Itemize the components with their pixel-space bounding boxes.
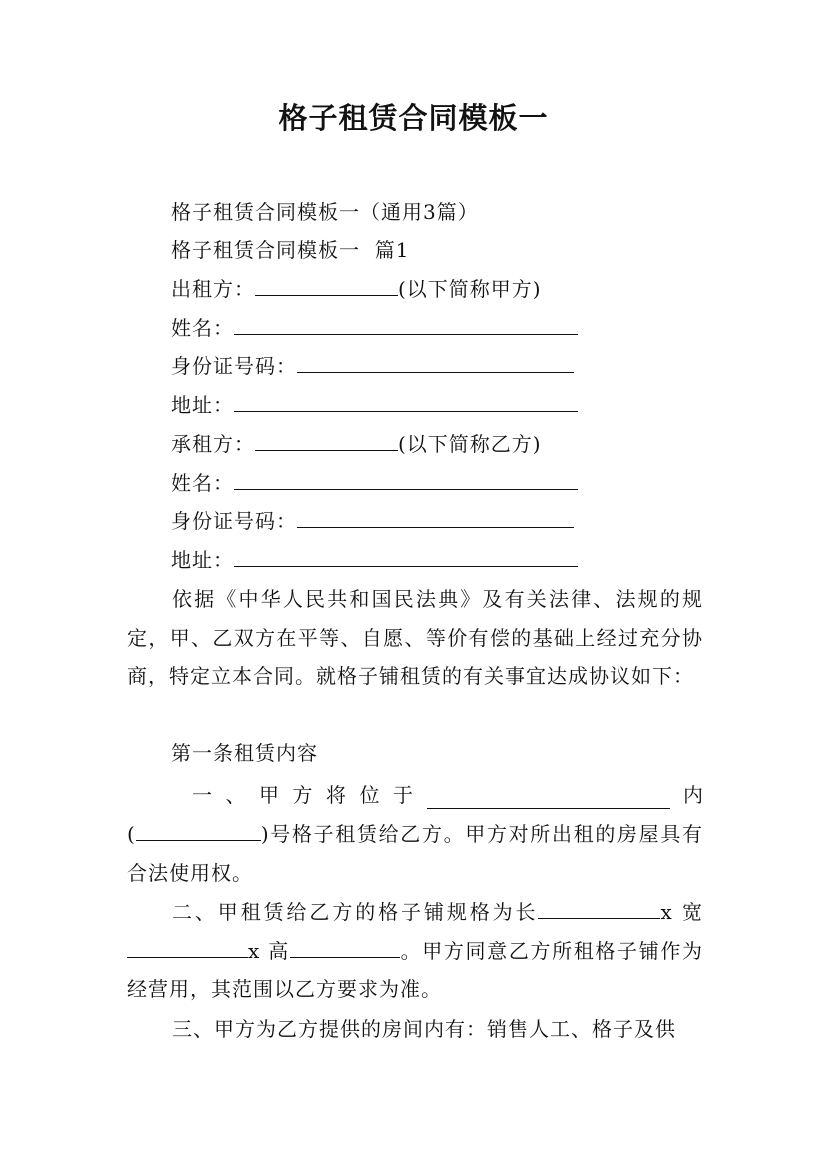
clause-2-paragraph bbox=[127, 893, 703, 1009]
intro-paragraph: 依据《中华人民共和国民法典》及有关法律、法规的规定，甲、乙双方在平等、自愿、等价有偿的基础上经过充分协商，特定立本合同。就格子铺租赁的有关事宜达成协议如下： bbox=[127, 587, 703, 688]
clause-1-end: 内 bbox=[683, 783, 703, 807]
clause-1-char: 将 bbox=[326, 783, 346, 807]
lessor-name-line bbox=[171, 314, 578, 342]
lessee-address-line bbox=[171, 546, 578, 574]
document-title: 格子租赁合同模板一 bbox=[278, 101, 549, 135]
clause-2-b: x 宽 bbox=[660, 900, 704, 924]
clause-1-char: 于 bbox=[393, 783, 413, 807]
clause-1-continuation bbox=[127, 815, 703, 892]
clause-1-rest: )号格子租赁给乙方。甲方对所出租的房屋具有合法使用权。 bbox=[127, 822, 703, 885]
part-heading: 格子租赁合同模板一 篇1 bbox=[171, 238, 410, 262]
clause-1-char: 、 bbox=[225, 783, 246, 807]
lessor-line bbox=[171, 275, 542, 303]
lessor-blank bbox=[255, 275, 398, 296]
booth-number-blank bbox=[136, 820, 261, 841]
clause-1-char: 方 bbox=[292, 783, 313, 807]
name-label: 姓名： bbox=[171, 471, 234, 495]
lessor-id-line bbox=[171, 352, 574, 380]
id-blank bbox=[297, 352, 574, 373]
height-blank bbox=[290, 937, 400, 958]
lessee-name-line bbox=[171, 469, 578, 497]
article-1-heading: 第一条租赁内容 bbox=[171, 741, 318, 765]
lessee-suffix: (以下简称乙方) bbox=[398, 432, 542, 456]
lessee-blank bbox=[255, 430, 398, 451]
document-subtitle: 格子租赁合同模板一（通用3篇） bbox=[171, 200, 479, 224]
clause-1-line bbox=[192, 781, 703, 809]
clause-2-a: 二、甲租赁给乙方的格子铺规格为长 bbox=[172, 900, 539, 924]
lessor-label: 出租方： bbox=[171, 277, 255, 301]
id-blank bbox=[297, 507, 574, 528]
address-blank bbox=[234, 391, 578, 412]
clause-1-char: 一 bbox=[192, 783, 212, 807]
width-blank bbox=[127, 937, 248, 958]
address-label: 地址： bbox=[171, 393, 234, 417]
clause-3-paragraph: 三、甲方为乙方提供的房间内有：销售人工、格子及供 bbox=[172, 1017, 676, 1041]
lessee-id-line bbox=[171, 507, 574, 535]
id-label: 身份证号码： bbox=[171, 354, 297, 378]
lessee-line bbox=[171, 430, 542, 458]
paren-open: ( bbox=[127, 822, 136, 846]
clause-2-c: x 高 bbox=[248, 938, 290, 963]
address-blank bbox=[234, 546, 578, 567]
name-label: 姓名： bbox=[171, 316, 234, 340]
name-blank bbox=[234, 314, 578, 335]
lessor-suffix: (以下简称甲方) bbox=[398, 277, 542, 301]
clause-2-d: 。甲方同意乙方所租格子铺作为经营用，其范围以乙方要求为准。 bbox=[127, 938, 704, 1001]
id-label: 身份证号码： bbox=[171, 509, 297, 533]
length-blank bbox=[538, 898, 660, 919]
location-blank bbox=[427, 788, 670, 809]
clause-1-char: 位 bbox=[359, 783, 380, 807]
address-label: 地址： bbox=[171, 548, 234, 572]
lessee-label: 承租方： bbox=[171, 432, 255, 456]
name-blank bbox=[234, 469, 578, 490]
clause-1-char: 甲 bbox=[259, 783, 279, 807]
lessor-address-line bbox=[171, 391, 578, 419]
